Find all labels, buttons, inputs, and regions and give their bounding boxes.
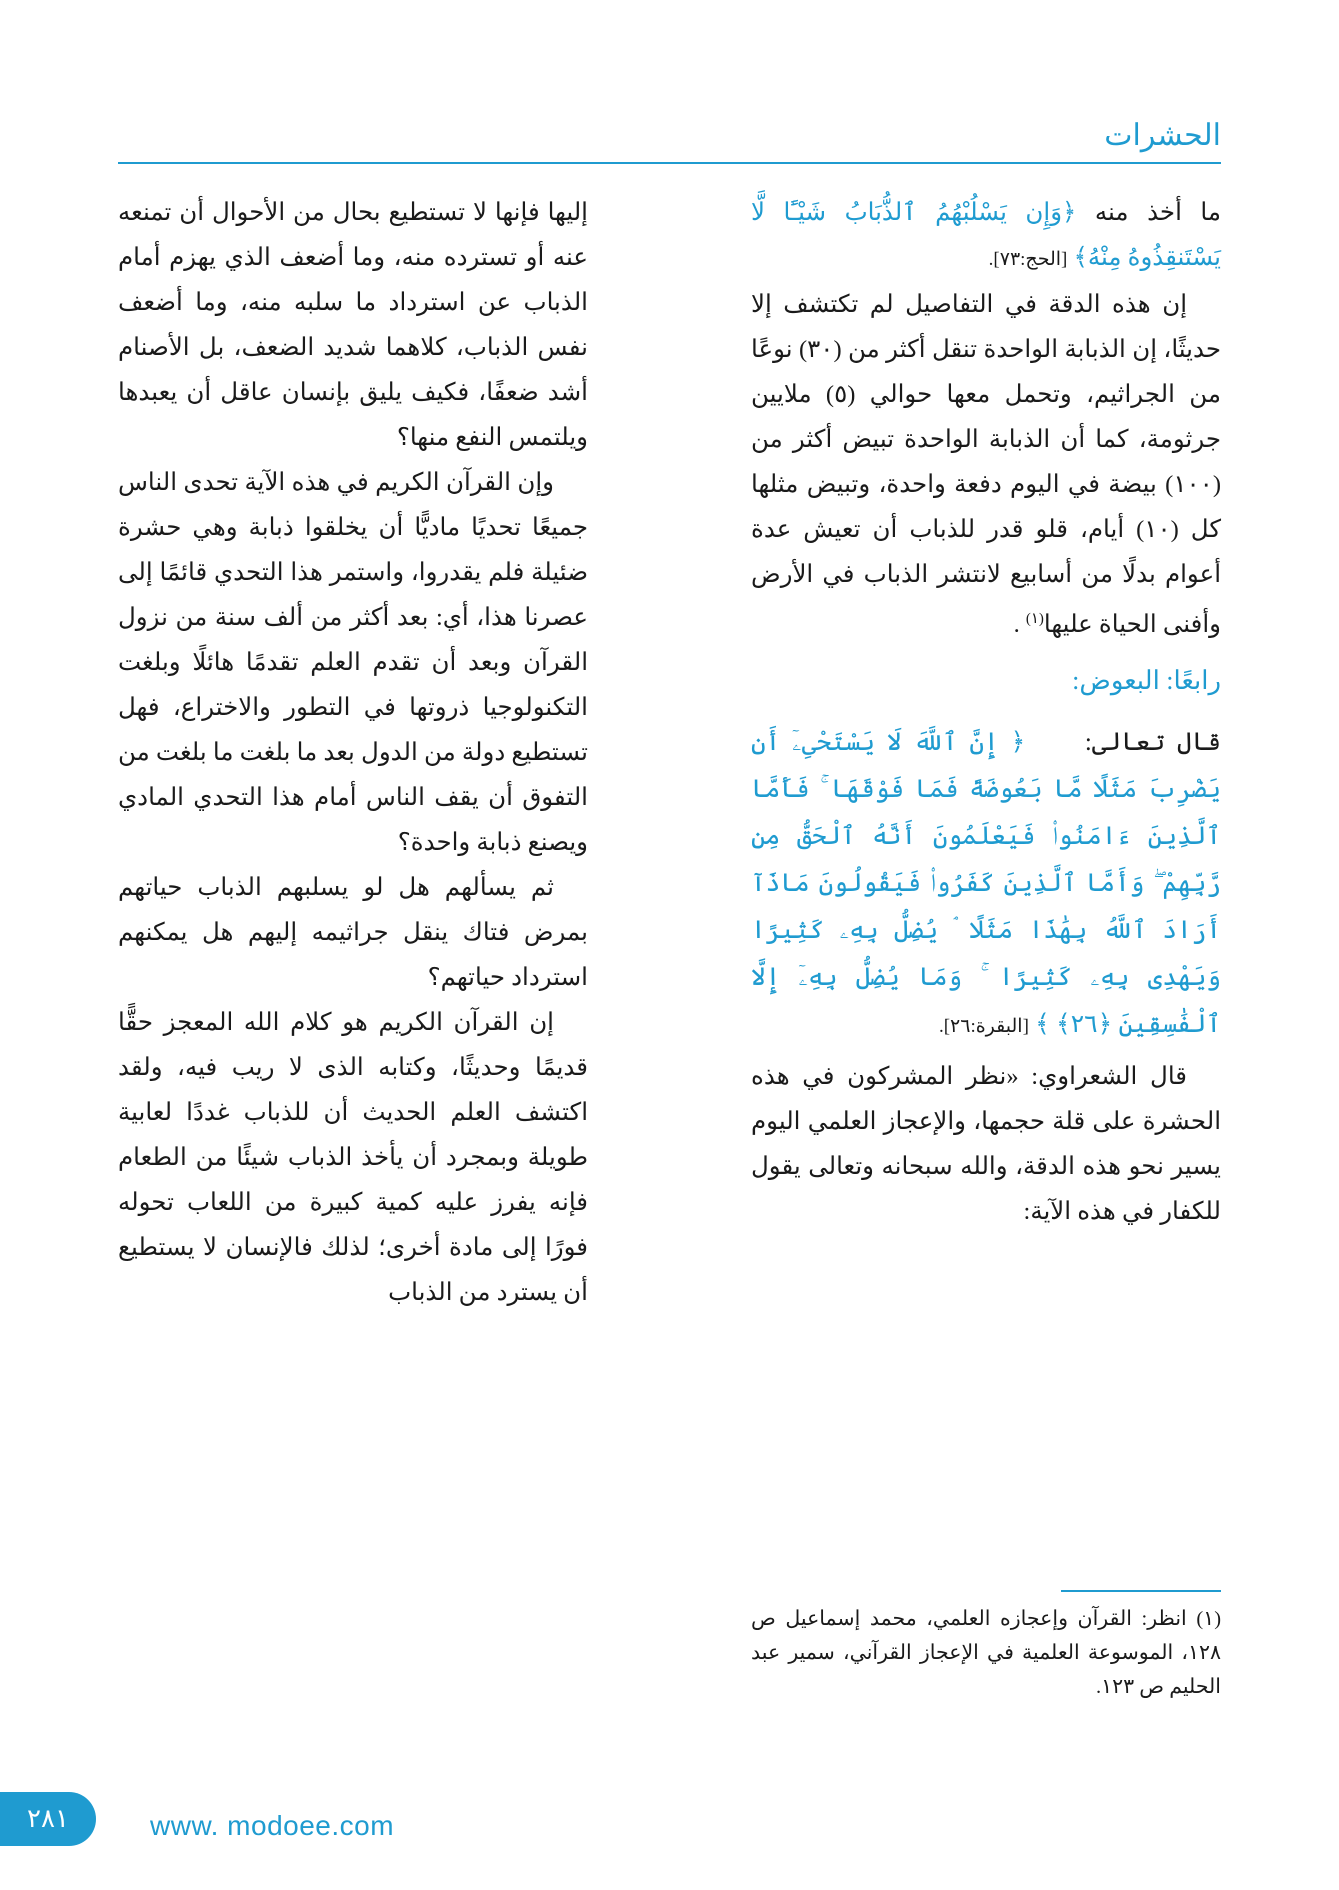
left-paragraph-1: إليها فإنها لا تستطيع بحال من الأحوال أن تمنعه عنه أو تسترده منه، وما أضعف الذي يهزم أمام الذباب عن استرداد ما سلبه منه، وما أضعف نفس الذباب، كلاهما شديد الضعف، بل الأصنام أشد ضعفًا، فكيف يليق بإنسان عاقل أن يعبدها ويلتمس النفع منها؟ <box>118 199 588 451</box>
right-paragraph-1 <box>751 282 1221 647</box>
left-paragraph-3: ثم يسألهم هل لو يسلبهم الذباب حياتهم بمرض فتاك ينقل جراثيمه إليهم هل يمكنهم استرداد حياتهم؟ <box>118 874 588 991</box>
quote-lead-text: ما أخذ منه <box>1094 199 1221 226</box>
qala-taala-label: قال تعالى: <box>1084 729 1221 757</box>
right-paragraph-2: قال الشعراوي: «نظر المشركون في هذه الحشرة على قلة حجمها، والإعجاز العلمي اليوم يسير نحو هذه الدقة، والله سبحانه وتعالى يقول للكفار في هذه الآية: <box>751 1063 1221 1226</box>
footnote-number: (١) <box>1196 1608 1222 1630</box>
footnote-text: انظر: القرآن وإعجازه العلمي، محمد إسماعيل ص ١٢٨، الموسوعة العلمية في الإعجاز القرآني، سمير عبد الحليم ص ١٢٣. <box>751 1608 1221 1698</box>
right-paragraph-1-text: إن هذه الدقة في التفاصيل لم تكتشف إلا حديثًا، إن الذبابة الواحدة تنقل أكثر من (٣٠) نوعًا من الجراثيم، وتحمل معها حوالي (٥) ملايين جرثومة، كما أن الذبابة الواحدة تبيض أكثر من (١٠٠) بيضة في اليوم دفعة واحدة، وتبيض مثلها كل (١٠) أيام، قلو قدر للذباب أن تعيش عدة أعوام بدلًا من أسابيع لانتشر الذباب في الأرض وأفنى الحياة عليها <box>751 291 1222 639</box>
ayah-baqara-reference: [البقرة:٢٦]. <box>938 1016 1029 1038</box>
right-text-column <box>751 190 1221 1234</box>
ayah-hajj-text: ﴿وَإِن يَسْلُبْهُمُ ٱلذُّبَابُ شَيْـًٔا لَّا يَسْتَنقِذُوهُ مِنْهُ﴾ <box>751 199 1221 271</box>
footnote-entry <box>751 1602 1221 1704</box>
page-footer <box>0 1778 1339 1890</box>
footnote-area <box>751 1590 1221 1705</box>
quote-paragraph <box>751 190 1221 282</box>
left-paragraph-2: وإن القرآن الكريم في هذه الآية تحدى الناس جميعًا تحديًا ماديًّا أن يخلقوا ذبابة وهي حشرة ضئيلة فلم يقدروا، واستمر هذا التحدي قائمًا إلى عصرنا هذا، أي: بعد أكثر من ألف سنة من نزول القرآن وبعد أن تقدم العلم تقدمًا هائلًا وبلغت التكنولوجيا ذروتها في التطور والاختراع، فهل تستطيع دولة من الدول بعد ما بلغت ما بلغت من التفوق أن يقف الناس أمام هذا التحدي المادي ويصنع ذبابة واحدة؟ <box>118 469 588 856</box>
page-header <box>118 118 1221 164</box>
ayah-baqara-text: ﴿ إِنَّ ٱللَّهَ لَا يَسْتَحْىِۦٓ أَن يَضْرِبَ مَثَلًا مَّا بَعُوضَةً فَمَا فَوْقَهَا ۚ فَأَمَّا ٱلَّذِينَ ءَامَنُوا۟ فَيَعْلَمُونَ أَنَّهُ ٱلْحَقُّ مِن رَّبِّهِمْ ۖ وَأَمَّا ٱلَّذِينَ كَفَرُوا۟ فَيَقُولُونَ مَاذَآ أَرَادَ ٱللَّهُ بِهَٰذَا مَثَلًا ۘ يُضِلُّ بِهِۦ كَثِيرًا وَيَهْدِى بِهِۦ كَثِيرًا ۚ وَمَا يُضِلُّ بِهِۦٓ إِلَّا ٱلْفَٰسِقِينَ ﴿٢٦﴾ ﴾ <box>751 729 1221 1039</box>
right-paragraph-1-end: . <box>1013 611 1026 639</box>
ayah-baqara-block <box>751 719 1221 1050</box>
left-paragraph-4: إن القرآن الكريم هو كلام الله المعجز حقًّا قديمًا وحديثًا، وكتابه الذى لا ريب فيه، ولقد اكتشف العلم الحديث أن للذباب غددًا لعابية طويلة وبمجرد أن يأخذ الذباب شيئًا من الطعام فإنه يفرز عليه كمية كبيرة من اللعاب تحوله فورًا إلى مادة أخرى؛ لذلك فالإنسان لا يستطيع أن يسترد من الذباب <box>118 1009 588 1306</box>
footnote-divider <box>1061 1590 1221 1593</box>
left-text-column <box>118 190 588 1315</box>
footnote-marker-inline: (١) <box>1025 611 1044 627</box>
ayah-hajj-reference: [الحج:٧٣]. <box>988 249 1068 270</box>
page-number-badge: ٢٨١ <box>0 1792 96 1846</box>
page-title: الحشرات <box>1104 119 1221 152</box>
website-url[interactable]: www. modoee.com <box>150 1810 395 1841</box>
section-heading-baood: رابعًا: البعوض: <box>1072 666 1221 696</box>
header-divider <box>118 162 1221 164</box>
